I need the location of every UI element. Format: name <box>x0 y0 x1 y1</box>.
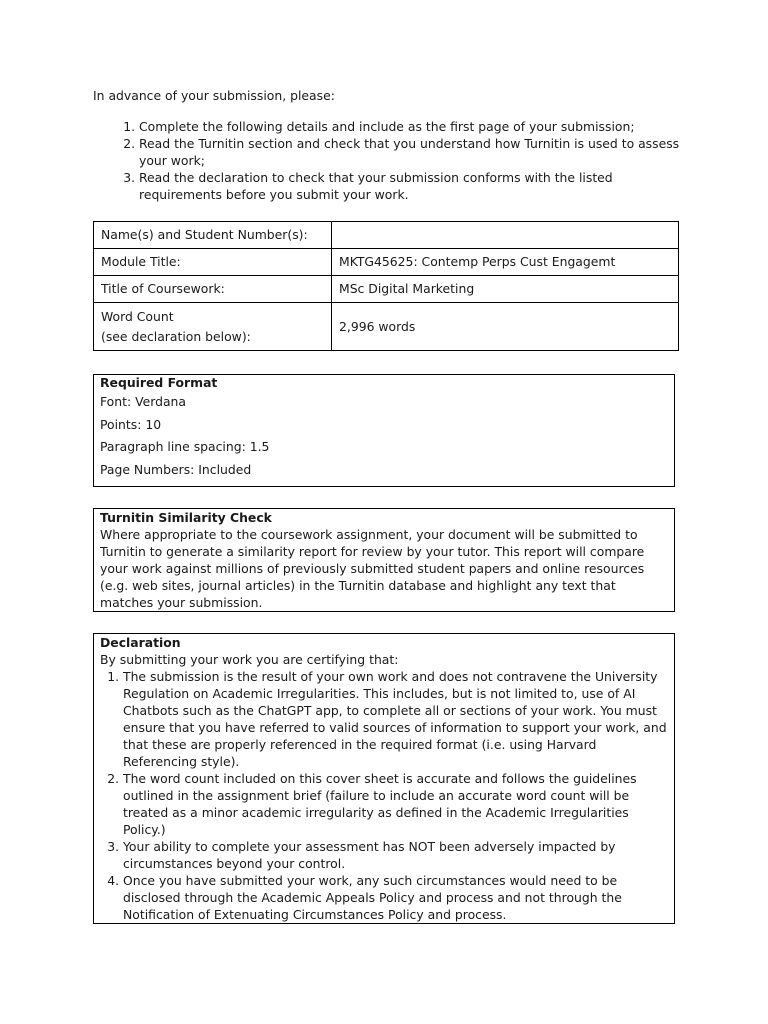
format-heading: Required Format <box>100 375 218 390</box>
wordcount-value: 2,996 words <box>332 303 679 351</box>
coursework-label: Title of Coursework: <box>94 276 332 303</box>
declaration-item: 2. The word count included on this cover sheet is accurate and follows the guidelines outlined in the assignment brief (failure to include an accurate word count will be treated as a minor academic irregularity as defined in the Academic Irregularities Policy.) <box>123 770 668 838</box>
wordcount-label-line2: (see declaration below): <box>101 328 251 344</box>
instruction-step: 3. Read the declaration to check that your submission conforms with the listed requirements before you submit your work. <box>139 169 683 203</box>
table-row <box>94 249 679 276</box>
details-table <box>93 221 679 351</box>
format-page-numbers: Page Numbers: Included <box>100 461 252 477</box>
declaration-lead: By submitting your work you are certifying that: <box>100 652 399 667</box>
declaration-item: 4. Once you have submitted your work, any such circumstances would need to be disclosed through the Academic Appeals Policy and process and not through the Notification of Extenuating Circumstances Policy and process. <box>123 872 668 923</box>
required-format-box <box>93 374 675 487</box>
wordcount-label-line1: Word Count <box>101 308 174 324</box>
intro-lead: In advance of your submission, please: <box>93 88 335 103</box>
module-label: Module Title: <box>94 249 332 276</box>
declaration-item: 1. The submission is the result of your own work and does not contravene the University Regulation on Academic Irregularities. This includes, but is not limited to, use of AI Chatbots such as the ChatGPT app, to complete all or sections of your work. You must ensure that you have referred to valid sources of information to support your work, and that these are properly referenced in the required format (i.e. using Harvard Referencing style). <box>123 668 668 770</box>
format-spacing: Paragraph line spacing: 1.5 <box>100 439 270 454</box>
format-font: Font: Verdana <box>100 394 187 409</box>
instruction-step: 2. Read the Turnitin section and check that you understand how Turnitin is used to assess your work; <box>139 135 683 169</box>
turnitin-body: Where appropriate to the coursework assignment, your document will be submitted to Turnitin to generate a similarity report for review by your tutor. This report will compare your work against millions of previously submitted student papers and online resources (e.g. web sites, journal articles) in the Turnitin database and highlight any text that matches your submission. <box>100 527 645 610</box>
declaration-box <box>93 633 675 924</box>
format-points: Points: 10 <box>100 416 162 432</box>
wordcount-label <box>94 303 332 351</box>
declaration-item: 3. Your ability to complete your assessment has NOT been adversely impacted by circumstances beyond your control. <box>123 838 668 872</box>
table-row <box>94 276 679 303</box>
turnitin-box <box>93 508 675 612</box>
turnitin-heading: Turnitin Similarity Check <box>100 510 272 525</box>
instructions <box>93 87 683 203</box>
coursework-value: MSc Digital Marketing <box>332 276 679 303</box>
table-row <box>94 222 679 249</box>
name-value-field[interactable] <box>332 222 679 249</box>
name-label: Name(s) and Student Number(s): <box>94 222 332 249</box>
declaration-list <box>100 668 668 923</box>
instruction-list <box>93 118 683 203</box>
module-value: MKTG45625: Contemp Perps Cust Engagemt <box>332 249 679 276</box>
instruction-step: 1. Complete the following details and include as the first page of your submission; <box>139 118 683 135</box>
declaration-heading: Declaration <box>100 635 181 650</box>
table-row <box>94 303 679 351</box>
